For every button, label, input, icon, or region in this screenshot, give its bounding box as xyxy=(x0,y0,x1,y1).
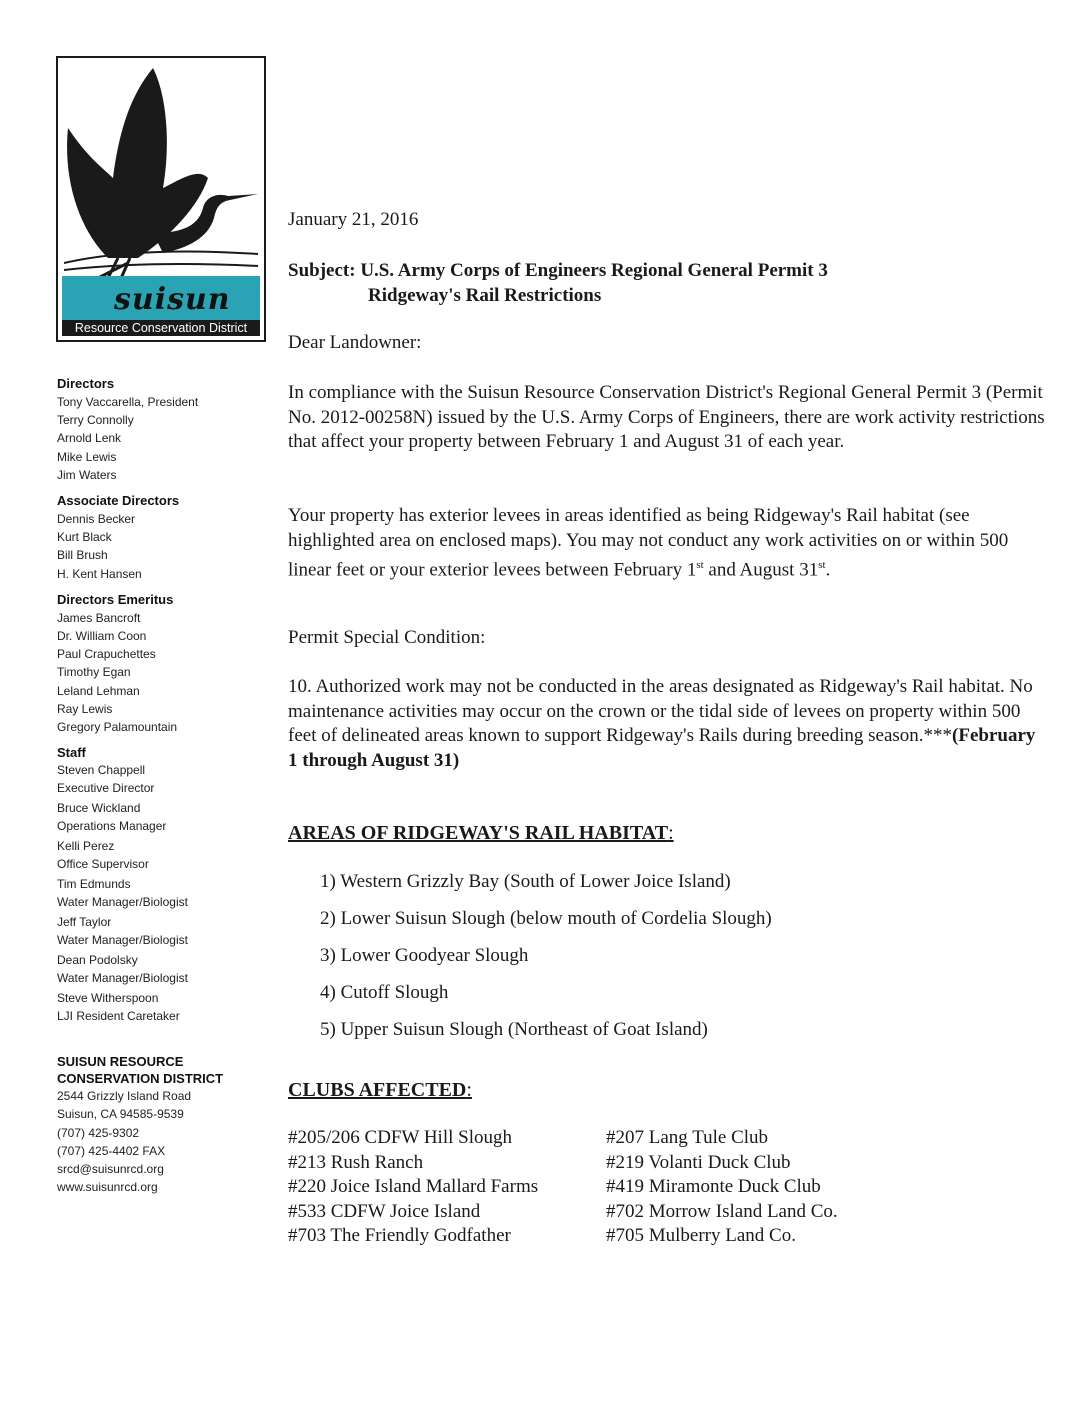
paragraph-levees xyxy=(288,504,1048,583)
special-condition-label: Permit Special Condition: xyxy=(288,627,486,648)
areas-heading xyxy=(288,821,1048,846)
paragraph-compliance: In compliance with the Suisun Resource Conservation District's Regional General Permit 3 (Permit No. 2012-00258N) issued by the U.S. Army Corps of Engineers, there are work activity restrictions that affect your property between February 1 and August 31 of each year. xyxy=(288,382,1045,452)
club-entry: #219 Volanti Duck Club xyxy=(606,1151,791,1173)
directors-section xyxy=(57,375,272,484)
letter-date: January 21, 2016 xyxy=(288,209,419,230)
habitat-areas-list xyxy=(320,868,772,1053)
staff-role: Water Manager/Biologist xyxy=(57,932,188,947)
list-item: 1) Western Grizzly Bay (South of Lower Joice Island) xyxy=(320,871,731,892)
staff-role: Water Manager/Biologist xyxy=(57,970,188,985)
staff-name: Tim Edmunds xyxy=(57,877,131,892)
staff-title: Staff xyxy=(57,745,86,761)
club-entry: #205/206 CDFW Hill Slough xyxy=(288,1127,512,1148)
club-entry: #703 The Friendly Godfather xyxy=(288,1225,511,1247)
staff-name: Kelli Perez xyxy=(57,839,115,854)
emeritus-name: Ray Lewis xyxy=(57,701,113,716)
emeritus-name: Leland Lehman xyxy=(57,683,140,698)
club-entry: #207 Lang Tule Club xyxy=(606,1127,769,1148)
staff-name: Bruce Wickland xyxy=(57,801,141,816)
director-name: Arnold Lenk xyxy=(57,431,122,446)
subject-label: Subject: xyxy=(288,260,356,281)
table-row xyxy=(288,1151,1048,1176)
subject-line1: U.S. Army Corps of Engineers Regional General Permit 3 xyxy=(360,260,828,281)
staff-role: Operations Manager xyxy=(57,818,167,833)
areas-heading-text: AREAS OF RIDGEWAY'S RAIL HABITAT xyxy=(288,822,669,844)
org-address: 2544 Grizzly Island Road xyxy=(57,1089,192,1104)
district-logo xyxy=(56,56,266,342)
associate-directors-section xyxy=(57,492,272,583)
org-city: Suisun, CA 94585-9539 xyxy=(57,1107,184,1122)
clubs-heading xyxy=(288,1078,1048,1103)
director-name: Jim Waters xyxy=(57,467,117,482)
staff-section xyxy=(57,744,272,1025)
associate-director-name: Bill Brush xyxy=(57,548,108,563)
para2-text-c: . xyxy=(825,559,831,581)
clubs-heading-text: CLUBS AFFECTED xyxy=(288,1079,467,1101)
letter-subject xyxy=(288,259,1048,308)
director-name: Terry Connolly xyxy=(57,413,134,428)
directors-emeritus-title: Directors Emeritus xyxy=(57,591,174,607)
club-entry: #213 Rush Ranch xyxy=(288,1151,424,1173)
paragraph-condition-10 xyxy=(288,675,1048,773)
letterhead-sidebar xyxy=(57,375,272,1196)
club-entry: #419 Miramonte Duck Club xyxy=(606,1176,821,1198)
director-name: Tony Vaccarella, President xyxy=(57,395,199,409)
list-item: 2) Lower Suisun Slough (below mouth of Cordelia Slough) xyxy=(320,908,772,929)
staff-role: Water Manager/Biologist xyxy=(57,894,188,909)
emeritus-name: Paul Crapuchettes xyxy=(57,647,156,662)
staff-name: Dean Podolsky xyxy=(57,953,138,968)
para3-text: 10. Authorized work may not be conducted in the areas designated as Ridgeway's Rail habitat. No maintenance activities may occur on the crown or the tidal side of levees on property within 500 feet of delineated areas known to support Ridgeway's Rails during breeding season.*** xyxy=(288,676,1033,746)
staff-name: Steven Chappell xyxy=(57,763,146,778)
staff-member xyxy=(57,762,272,797)
staff-member xyxy=(57,990,272,1025)
staff-name: Jeff Taylor xyxy=(57,915,112,930)
staff-member xyxy=(57,876,272,911)
directors-emeritus-section xyxy=(57,591,272,736)
directors-title: Directors xyxy=(57,376,115,391)
table-row xyxy=(288,1126,1048,1151)
staff-member xyxy=(57,800,272,835)
staff-member xyxy=(57,838,272,873)
para3-bold-dates: (February 1 through August 31) xyxy=(288,725,1036,771)
para2-text-a: Your property has exterior levees in areas identified as being Ridgeway's Rail habitat (see highlighted area on enclosed maps). You may not conduct any work activities on or within 500 linear feet or your exterior levees between February 1 xyxy=(288,505,1009,581)
list-item: 4) Cutoff Slough xyxy=(320,982,449,1003)
org-contact-block xyxy=(57,1053,272,1196)
list-item: 5) Upper Suisun Slough (Northeast of Goat Island) xyxy=(320,1019,708,1040)
staff-role: Office Supervisor xyxy=(57,856,149,871)
clubs-table xyxy=(288,1126,1048,1249)
table-row xyxy=(288,1200,1048,1225)
associate-director-name: Kurt Black xyxy=(57,530,112,545)
associate-director-name: H. Kent Hansen xyxy=(57,566,142,581)
salutation: Dear Landowner: xyxy=(288,332,422,353)
associate-director-name: Dennis Becker xyxy=(57,512,136,527)
emeritus-name: Gregory Palamountain xyxy=(57,720,178,735)
emeritus-name: James Bancroft xyxy=(57,610,141,625)
para2-sup1: st xyxy=(696,559,704,571)
clubs-heading-colon: : xyxy=(466,1079,472,1101)
associate-directors-title: Associate Directors xyxy=(57,493,180,509)
list-item: 3) Lower Goodyear Slough xyxy=(320,945,529,966)
staff-member xyxy=(57,914,272,949)
logo-footer-text: Resource Conservation District xyxy=(62,320,260,336)
areas-heading-colon: : xyxy=(668,822,674,844)
director-name: Mike Lewis xyxy=(57,449,117,464)
club-entry: #533 CDFW Joice Island xyxy=(288,1200,481,1222)
staff-role: LJI Resident Caretaker xyxy=(57,1008,180,1023)
staff-member xyxy=(57,952,272,987)
org-website[interactable]: www.suisunrcd.org xyxy=(57,1180,158,1195)
staff-name: Steve Witherspoon xyxy=(57,991,159,1006)
club-entry: #705 Mulberry Land Co. xyxy=(606,1225,796,1247)
org-email[interactable]: srcd@suisunrcd.org xyxy=(57,1162,164,1177)
org-name-line1: SUISUN RESOURCE xyxy=(57,1054,184,1070)
emeritus-name: Timothy Egan xyxy=(57,665,131,680)
org-phone: (707) 425-9302 xyxy=(57,1125,140,1140)
para2-sup2: st xyxy=(818,559,826,571)
club-entry: #702 Morrow Island Land Co. xyxy=(606,1200,838,1222)
staff-role: Executive Director xyxy=(57,780,155,795)
org-fax: (707) 425-4402 FAX xyxy=(57,1143,166,1158)
logo-wordmark: suisun xyxy=(114,282,231,317)
club-entry: #220 Joice Island Mallard Farms xyxy=(288,1176,539,1198)
table-row xyxy=(288,1224,1048,1249)
subject-line2: Ridgeway's Rail Restrictions xyxy=(368,284,602,306)
table-row xyxy=(288,1175,1048,1200)
emeritus-name: Dr. William Coon xyxy=(57,629,147,644)
para2-text-b: and August 31 xyxy=(703,559,819,581)
org-name-line2: CONSERVATION DISTRICT xyxy=(57,1071,224,1087)
